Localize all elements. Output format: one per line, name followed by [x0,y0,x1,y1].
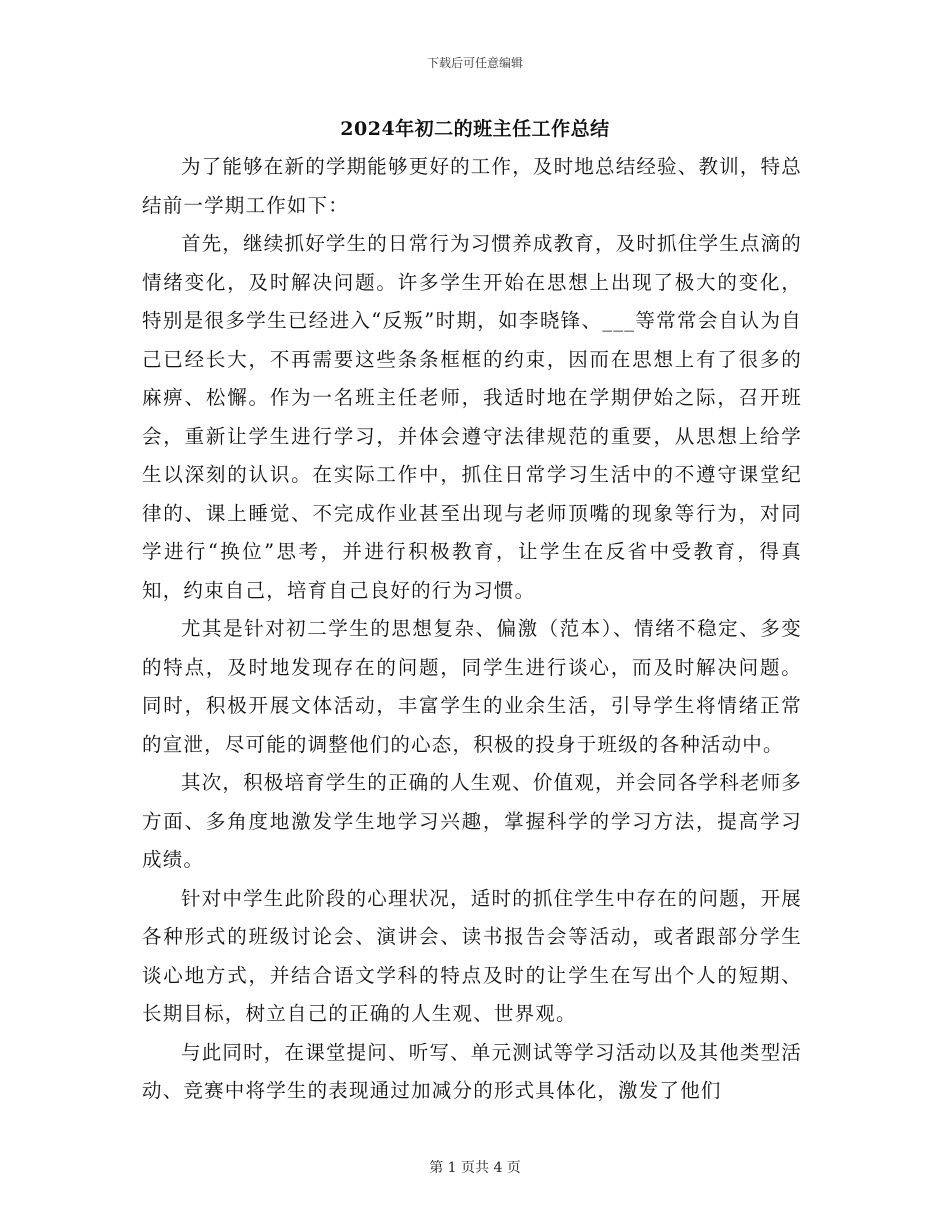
paragraph: 与此同时，在课堂提问、听写、单元测试等学习活动以及其他类型活动、竞赛中将学生的表现通过加减分的形式具体化，激发了他们 [142,1040,803,1102]
paragraph: 首先，继续抓好学生的日常行为习惯养成教育，及时抓住学生点滴的情绪变化，及时解决问题。许多学生开始在思想上出现了极大的变化，特别是很多学生已经进入“反叛”时期，如李晓锋、___等常常会自认为自己已经长大，不再需要这些条条框框的约束，因而在思想上有了很多的麻痹、松懈。作为一名班主任老师，我适时地在学期伊始之际，召开班会，重新让学生进行学习，并体会遵守法律规范的重要，从思想上给学生以深刻的认识。在实际工作中，抓住日常学习生活中的不遵守课堂纪律的、课上睡觉、不完成作业甚至出现与老师顶嘴的现象等行为，对同学进行“换位”思考，并进行积极教育，让学生在反省中受教育，得真知，约束自己，培育自己良好的行为习惯。 [142,232,803,602]
paragraph: 为了能够在新的学期能够更好的工作，及时地总结经验、教训，特总结前一学期工作如下： [142,155,803,217]
document-title: 2024年初二的班主任工作总结 [340,118,610,140]
paragraph: 尤其是针对初二学生的思想复杂、偏激（范本）、情绪不稳定、多变的特点，及时地发现存在的问题，同学生进行谈心，而及时解决问题。同时，积极开展文体活动，丰富学生的业余生活，引导学生将情绪正常的宣泄，尽可能的调整他们的心态，积极的投身于班级的各种活动中。 [142,617,802,756]
header-note: 下载后可任意编辑 [426,56,523,70]
paragraph: 针对中学生此阶段的心理状况，适时的抓住学生中存在的问题，开展各种形式的班级讨论会、演讲会、读书报告会等活动，或者跟部分学生谈心地方式，并结合语文学科的特点及时的让学生在写出个人的短期、长期目标，树立自己的正确的人生观、世界观。 [142,886,803,1025]
paragraph: 其次，积极培育学生的正确的人生观、价值观，并会同各学科老师多方面、多角度地激发学生地学习兴趣，掌握科学的学习方法，提高学习成绩。 [142,771,803,871]
page-number: 第 1 页共 4 页 [429,1160,521,1176]
document-body [142,148,802,1111]
